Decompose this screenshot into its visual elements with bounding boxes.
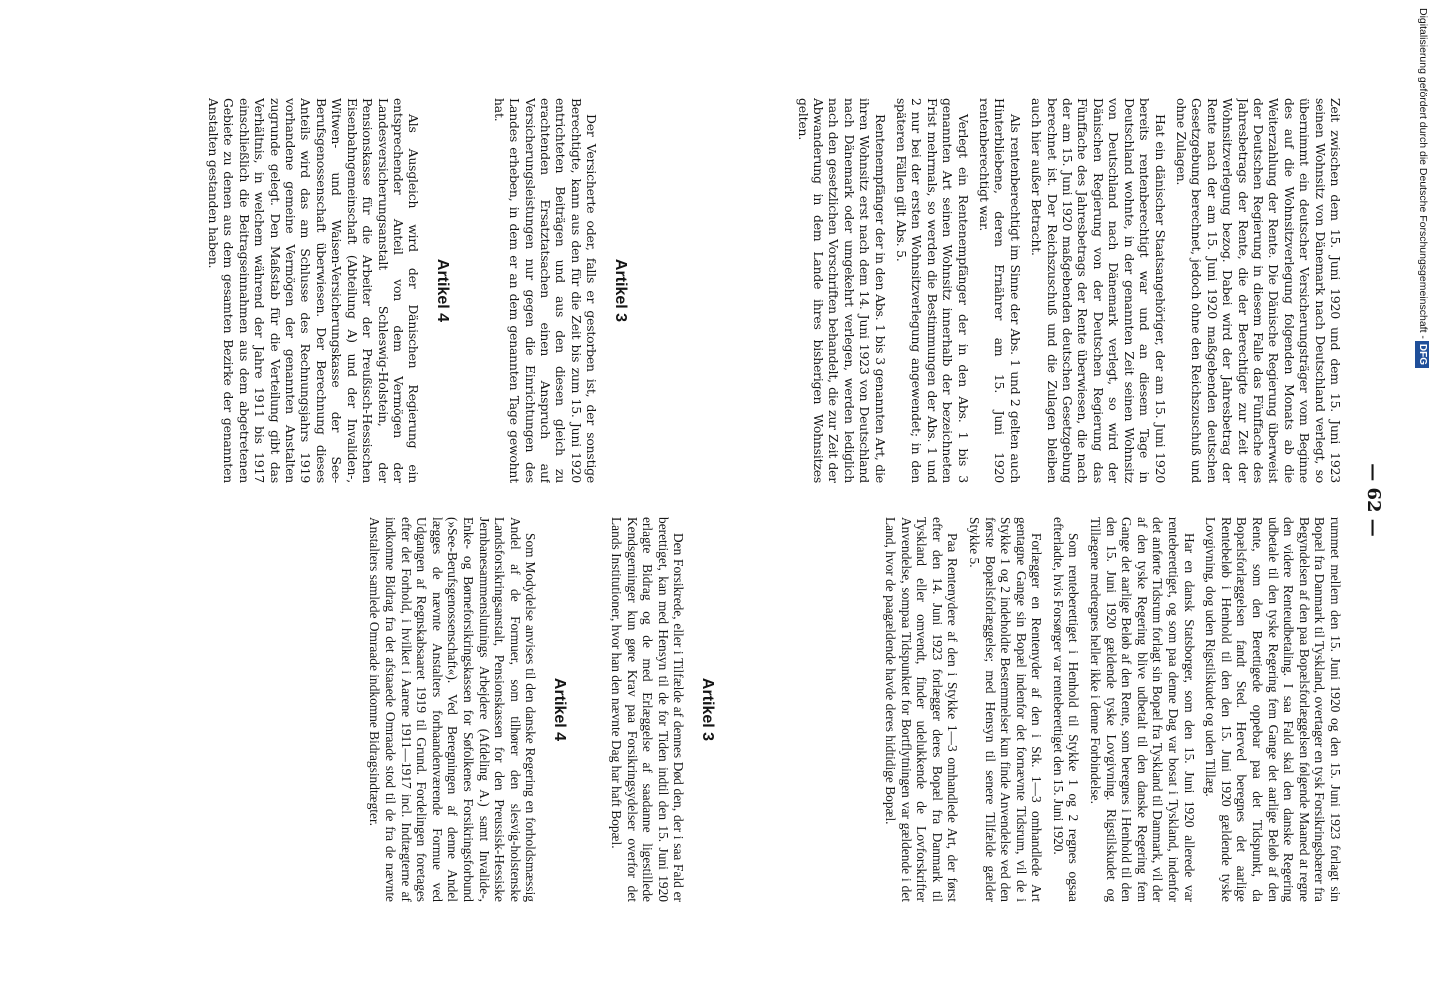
danish-paragraph: Har en dansk Statsborger, som den 15. Juni 1920 allerede var renteberettiget, og som paa denne Dag var bosat i Tyskland, indenfor det anførte Tidsrum forlagt sin Bopæl fra Tyskland til Danmark, vil der af den tyske Regering blive udbetalt til den danske Regering fem Gange det aarlige Beløb af den Rente, som beregnes i Henhold til den den 15. Juni 1920 gældende tyske Lovgivning. Rigstilskudet og Tillægene medregnes heller ikke i denne Forbindelse. [1088,517,1197,902]
blank-space [669,98,789,483]
german-paragraph: Zeit zwischen dem 15. Juni 1920 und dem 15. Juni 1923 seinen Wohnsitz von Dänemark nach Deutschland verlegt, so übernimmt ein deutscher Versicherungsträger vom Beginne des auf die Wohnsitzverlegung folgenden Monats ab die Weiterzahlung der Rente. Die Dänische Regierung überweist der Deutschen Regierung in diesem Falle das Fünffache des Jahresbetrags der Rente, die der Berechtigte zur Zeit der Wohnsitzverlegung bezog. Dabei wird der Jahresbetrag der Rente nach der am 15. Juni 1920 maßgebenden deutschen Gesetzgebung berechnet, jedoch ohne den Reichszuschuß und ohne Zulagen. [1173,98,1343,483]
rotated-document-page [47,90,1387,910]
german-paragraph: Hat ein dänischer Staatsangehöriger, der am 15. Juni 1920 bereits rentenberechtigt war und an diesem Tage in Deutschland wohnte, in der genannten Zeit seinen Wohnsitz von Deutschland nach Dänemark verlegt, so wird der Dänischen Regierung von der Deutschen Regierung das Fünffache des Jahresbetrags der Rente überwiesen, die nach der am 15. Juni 1920 maßgebenden deutschen Gesetzgebung berechnet ist. Der Reichszuschuß und die Zulagen bleiben auch hier außer Betracht. [1029,98,1168,483]
danish-paragraph: Som renteberettiget i Henhold til Stykke 1 og 2 regnes ogsaa efterladte, hvis Forsørger var renteberettiget den 15. Juni 1920. [1050,517,1082,902]
digitization-credit [1414,8,1432,408]
dfg-logo: DFG [1415,341,1429,368]
german-paragraph: Rentenempfänger der in den Abs. 1 bis 3 genannten Art, die ihren Wohnsitz erst nach dem 14. Juni 1923 von Deutschland nach Dänemark oder umgekehrt verlegen, werden lediglich nach den gesetzlichen Vorschriften behandelt, die zur Zeit der Abwanderung in dem Lande ihres bisherigen Wohnsitzes gelten. [795,98,888,483]
danish-paragraph: Forlægger en Rentenyder af den i Stk. 1—3 omhandlede Art gentagne Gange sin Bopæl indenfor det fornævnte Tidsrum, vil de i Stykke 1 og 2 indeholdte Bestemmelser kun finde Anvendelse ved den første Bopælsforlæggelse; med Hensyn til senere Tilfælde gælder Stykke 5. [966,517,1045,902]
danish-article-4-heading: Artikel 4 [551,677,569,742]
german-paragraph: Als rentenberechtigt im Sinne der Abs. 1 und 2 gelten auch Hinterbliebene, deren Ernährer am 15. Juni 1920 rentenberechtigt war. [977,98,1023,483]
german-article-4-heading: Artikel 4 [434,258,452,323]
danish-article-3-heading: Artikel 3 [699,677,717,742]
blank-space [756,517,876,902]
german-paragraph: Der Versicherte oder, falls er gestorben ist, der sonstige Berechtigte, kann aus den für die Zeit bis zum 15. Juni 1920 entrichteten Beiträgen und aus den diesen gleich zu erachtenden Ersatztatsachen einen Anspruch auf Versicherungsleistungen nur gegen die Einrichtungen des Landes erheben, in dem er an dem genannten Tage gewohnt hat. [491,98,600,483]
credit-text: Digitalisierung gefördert durch die Deutsche Forschungsgemeinschaft - [1417,8,1429,339]
danish-paragraph: Den Forsikrede, eller i Tilfælde af dennes Død den, der i saa Fald er berettiget, kan med Hensyn til de for Tiden indtil den 15. Juni 1920 erlagte Bidrag og de med Erlæggelse af saadanne ligestillede Kendsgerninger kun gøre Krav paa Forsikringsydelser overfor det Lands Institutioner, hvor han den nævnte Dag har haft Bopæl. [609,517,687,902]
german-text-column [58,98,1343,483]
page-number: — 62 — [1363,463,1384,537]
german-paragraph: Als Ausgleich wird der Dänischen Regierung ein entsprechender Anteil von dem Vermögen der Landesversicherungsanstalt Schleswig-Holstein, der Pensionskasse für die Arbeiter der Preußisch-Hessischen Eisenbahngemeinschaft (Abteilung A) und der Invaliden-, Witwen- und Waisen-Versicherungskasse der See-Berufsgenossenschaft überwiesen. Der Berechnung dieses Anteils wird das am Schlusse des Rechnungsjahrs 1919 vorhandene gemeine Vermögen der genannten Anstalten zugrunde gelegt. Den Maßstab für die Verteilung gibt das Verhältnis, in welchem während der Jahre 1911 bis 1917 einschließlich die Beitragseinnahmen aus dem abgetretenen Gebiete zu denen aus dem gesamten Bezirke der genannten Anstalten gestanden haben. [206,98,422,483]
danish-paragraph: Paa Rentenydere af den i Stykke 1—3 omhandlede Art, der først efter den 14. Juni 1923 forlægger deres Bopæl fra Danmark til Tyskland eller omvendt, finder udelukkende de Lovforskrifter Anvendelse, sompaa Tidspunktet for Bortflytningen var gældende i det Land, hvor de paagældende havde deres hidtidige Bopæl. [882,517,961,902]
danish-paragraph: Som Modydelse anvises til den danske Regering en forholdsmæssig Andel af de Formuer, som tilhører den slesvig-holstenske Landsforsikringsanstalt, Pensionskassen for den Preussisk-Hessiske Jernbanesammenslutnings Arbejdere (Afdeling A.) samt Invalide-, Enke- og Børneforsikringskassen for Søfolkenes Forsikringsforbund (»See-Berufsgenossenschaft«). Ved Beregningen af denne Andel lægges de nævnte Anstalters forhaandenværende Formue ved Udgangen af Regnskabsaaret 1919 til Grund. Fordelingen foretages efter det Forhold, i hvilket i Aarene 1911—1917 incl. Indtægterne af indkomne Bidrag fra det afstaaede Omraade stod til de fra de nævnte Anstalters samlede Omraade indkomne Bidragsindtægter. [367,517,539,902]
danish-paragraph: rummet mellem den 15. Juni 1920 og den 15. Juni 1923 forlagt sin Bopæl fra Danmark til Tyskland, overtager en tysk Forsikringsbærer fra Begyndelsen af den paa Bopælsforlæggelsen følgende Maaned at regne den videre Renteudbetaling. I saa Fald skal den danske Regering udbetale til den tyske Regering fem Gange det aarlige Beløb af den Rente, som den Berettigede oppebar paa det Tidspunkt, da Bopælsforlæggelsen fandt Sted. Herved beregnes det aarlige Rentebeløb i Henhold til den den 15. Juni 1920 gældende tyske Lovgivning, dog uden Rigstilskudet og uden Tillæg. [1203,517,1343,902]
danish-text-column [58,517,1343,902]
german-paragraph: Verlegt ein Rentenempfänger der in den Abs. 1 bis 3 genannten Art seinen Wohnsitz innerhalb der bezeichneten Frist mehrmals, so werden die Bestimmungen der Abs. 1 und 2 nur bei der ersten Wohnsitzverlegung angewendet; in den späteren Fällen gilt Abs. 5. [894,98,971,483]
german-article-3-heading: Artikel 3 [612,258,630,323]
